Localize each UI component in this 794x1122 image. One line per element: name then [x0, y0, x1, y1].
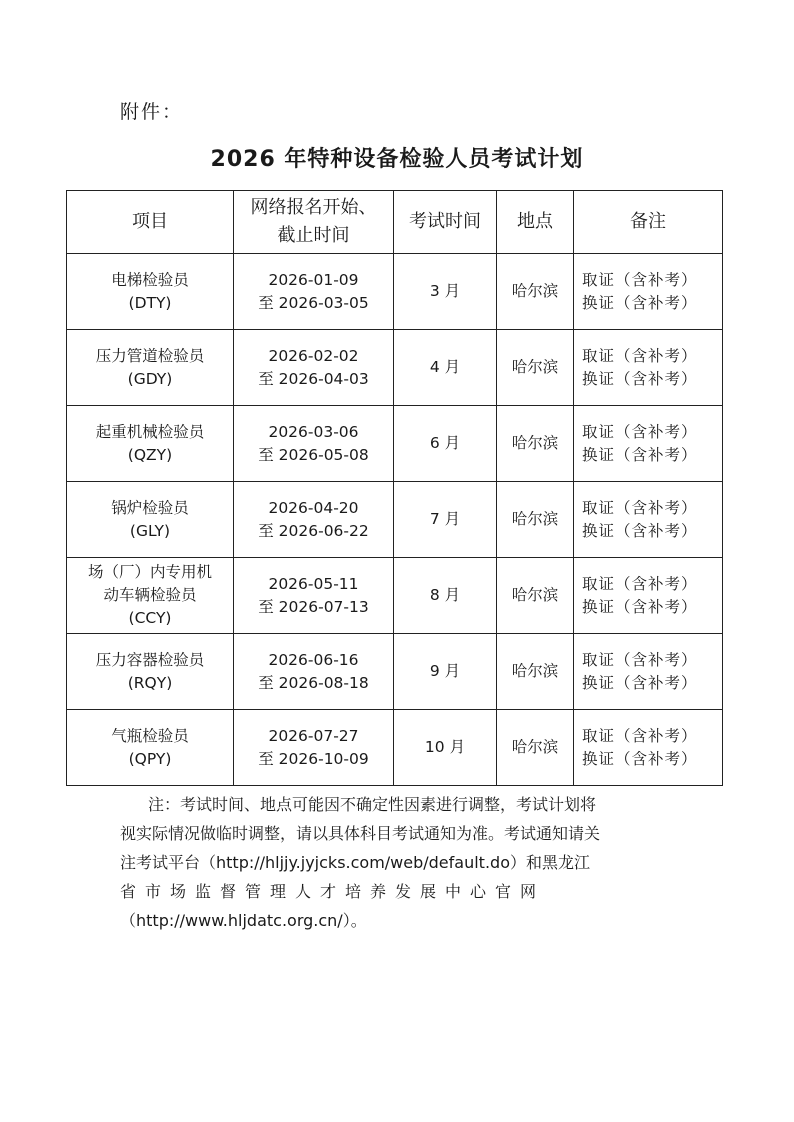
exam-time-text: 7 月	[429, 510, 461, 528]
header-exam-time: 考试时间	[394, 191, 497, 254]
item-line: (DTY)	[128, 293, 172, 312]
exam-time-cell	[394, 710, 497, 786]
footnote-line: 视实际情况做临时调整，请以具体科目考试通知为准。考试通知请关	[120, 824, 601, 843]
remarks-cell	[574, 482, 723, 558]
registration-line: 至 2026-07-13	[258, 597, 369, 616]
remarks-line: 换证（含补考）	[582, 521, 698, 540]
registration-line: 至 2026-10-09	[258, 749, 369, 768]
item-line: 压力管道检验员	[95, 346, 205, 365]
registration-cell	[234, 710, 394, 786]
location-text: 哈尔滨	[511, 358, 559, 376]
item-cell	[67, 330, 234, 406]
registration-line: 至 2026-08-18	[258, 673, 369, 692]
remarks-cell	[574, 406, 723, 482]
remarks-cell	[574, 330, 723, 406]
item-cell	[67, 254, 234, 330]
exam-time-cell	[394, 634, 497, 710]
location-text: 哈尔滨	[511, 510, 559, 528]
registration-line: 至 2026-05-08	[258, 445, 369, 464]
remarks-cell	[574, 558, 723, 634]
item-cell	[67, 406, 234, 482]
exam-plan-table	[66, 190, 723, 786]
registration-cell	[234, 558, 394, 634]
registration-cell	[234, 406, 394, 482]
item-cell	[67, 558, 234, 634]
exam-time-text: 10 月	[424, 738, 466, 756]
exam-time-cell	[394, 406, 497, 482]
exam-time-cell	[394, 482, 497, 558]
location-cell	[497, 710, 574, 786]
registration-line: 2026-04-20	[268, 498, 359, 517]
document-title: 2026 年特种设备检验人员考试计划	[210, 147, 584, 172]
location-cell	[497, 254, 574, 330]
remarks-line: 换证（含补考）	[582, 749, 698, 768]
remarks-line: 取证（含补考）	[582, 650, 698, 669]
header-location: 地点	[497, 191, 574, 254]
exam-time-cell	[394, 254, 497, 330]
remarks-line: 取证（含补考）	[582, 422, 698, 441]
remarks-line: 取证（含补考）	[582, 498, 698, 517]
registration-line: 2026-03-06	[268, 422, 359, 441]
remarks-line: 取证（含补考）	[582, 574, 698, 593]
item-line: (CCY)	[128, 609, 172, 627]
item-line: (GLY)	[129, 521, 171, 540]
item-line: 气瓶检验员	[111, 726, 189, 745]
location-text: 哈尔滨	[511, 662, 559, 680]
remarks-line: 取证（含补考）	[582, 346, 698, 365]
registration-line: 2026-01-09	[268, 270, 359, 289]
footnote	[120, 790, 680, 935]
header-remarks: 备注	[574, 191, 723, 254]
header-item: 项目	[67, 191, 234, 254]
footnote-line: 注考试平台（http://hljjy.jyjcks.com/web/default.do）和黑龙江	[120, 853, 590, 872]
registration-cell	[234, 482, 394, 558]
remarks-line: 换证（含补考）	[582, 369, 698, 388]
item-line: (QZY)	[127, 445, 173, 464]
location-cell	[497, 330, 574, 406]
exam-time-text: 6 月	[429, 434, 461, 452]
location-text: 哈尔滨	[511, 434, 559, 452]
item-cell	[67, 710, 234, 786]
exam-time-text: 3 月	[429, 282, 461, 300]
registration-line: 2026-02-02	[268, 346, 359, 365]
footnote-line: 省市场监督管理人才培养发展中心官网	[120, 882, 546, 901]
registration-line: 2026-07-27	[268, 726, 359, 745]
item-line: 锅炉检验员	[111, 498, 189, 517]
exam-time-cell	[394, 558, 497, 634]
footnote-line: （http://www.hljdatc.org.cn/）。	[120, 911, 367, 930]
remarks-line: 换证（含补考）	[582, 293, 698, 312]
item-line: 起重机械检验员	[95, 422, 205, 441]
location-cell	[497, 482, 574, 558]
registration-cell	[234, 254, 394, 330]
table-row	[67, 254, 723, 330]
item-line: (QPY)	[128, 749, 172, 768]
registration-line: 至 2026-03-05	[258, 293, 369, 312]
registration-line: 至 2026-04-03	[258, 369, 369, 388]
item-cell	[67, 634, 234, 710]
table-row	[67, 634, 723, 710]
table-row	[67, 406, 723, 482]
table-row	[67, 710, 723, 786]
location-text: 哈尔滨	[511, 738, 559, 756]
remarks-line: 换证（含补考）	[582, 445, 698, 464]
location-text: 哈尔滨	[511, 282, 559, 300]
remarks-line: 取证（含补考）	[582, 726, 698, 745]
registration-line: 2026-06-16	[268, 650, 359, 669]
location-cell	[497, 406, 574, 482]
attachment-label: 附件：	[120, 101, 184, 123]
exam-time-text: 8 月	[429, 586, 461, 604]
item-line: 场（厂）内专用机	[87, 563, 212, 581]
remarks-cell	[574, 710, 723, 786]
exam-time-text: 9 月	[429, 662, 461, 680]
table-row	[67, 558, 723, 634]
location-cell	[497, 558, 574, 634]
item-line: 压力容器检验员	[95, 650, 205, 669]
remarks-line: 换证（含补考）	[582, 673, 698, 692]
remarks-line: 取证（含补考）	[582, 270, 698, 289]
registration-line: 至 2026-06-22	[258, 521, 369, 540]
header-registration: 网络报名开始、 截止时间	[234, 191, 394, 254]
footnote-line: 注：考试时间、地点可能因不确定性因素进行调整，考试计划将	[148, 795, 597, 814]
location-text: 哈尔滨	[511, 586, 559, 604]
item-line: 动车辆检验员	[103, 586, 197, 604]
item-line: (GDY)	[127, 369, 173, 388]
remarks-cell	[574, 254, 723, 330]
remarks-line: 换证（含补考）	[582, 597, 698, 616]
registration-cell	[234, 330, 394, 406]
item-line: (RQY)	[127, 673, 173, 692]
registration-cell	[234, 634, 394, 710]
table-row	[67, 482, 723, 558]
location-cell	[497, 634, 574, 710]
exam-time-cell	[394, 330, 497, 406]
item-cell	[67, 482, 234, 558]
remarks-cell	[574, 634, 723, 710]
table-header-row	[67, 191, 723, 254]
item-line: 电梯检验员	[111, 270, 189, 289]
registration-line: 2026-05-11	[268, 574, 359, 593]
table-row	[67, 330, 723, 406]
table-body	[67, 254, 723, 786]
exam-time-text: 4 月	[429, 358, 461, 376]
